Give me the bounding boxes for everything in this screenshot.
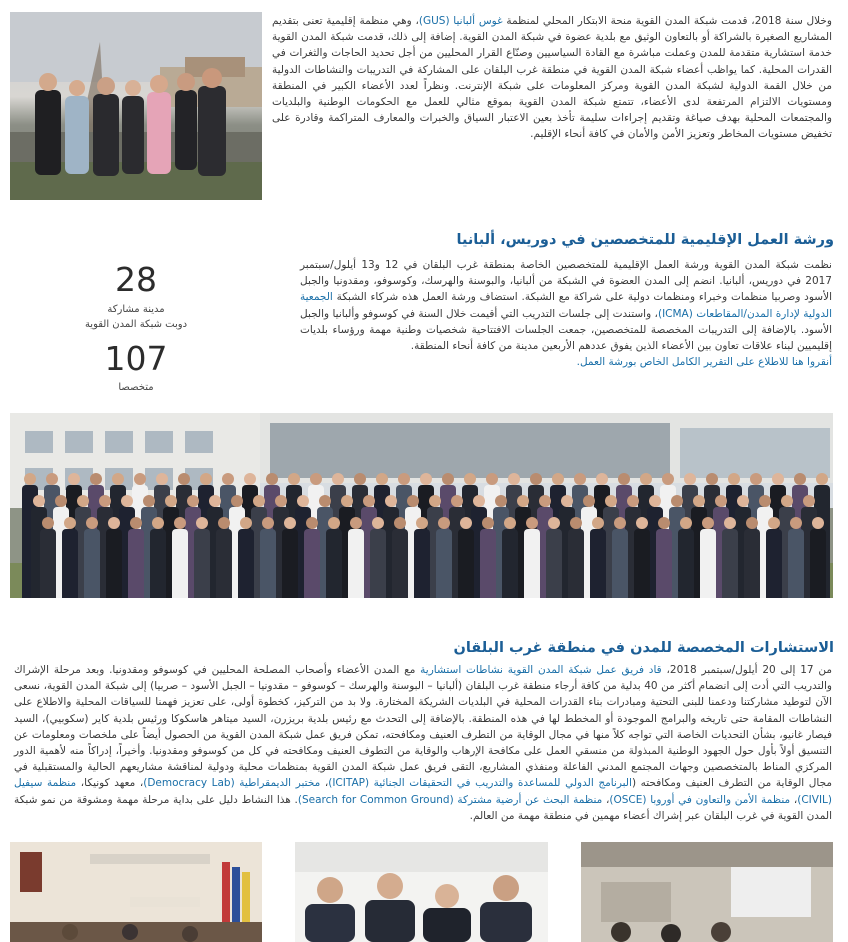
section2-text-b: ، واستندت إلى جلسات التدريب التي أقيمت خلال السنة في كوسوفو وألبانيا والجبل الأسود. بالإضافة إلى التدريبات المخصصة للمتخصصين، جمعت الجلسات الافتتاحية شخصيات وطنية مهمة ورؤساء بلديات إقليميين لبناء علاقات تعاون بين الأعضاء الذين يفوق عددهم الأربعين مدينة من كافة أنحاء المنطقة. <box>300 307 832 353</box>
consultations-link[interactable]: قاد فريق عمل شبكة المدن القوية نشاطات استشارية <box>420 664 662 676</box>
section3-text-2: مع المدن الأعضاء وأصحاب المصلحة المحليين في كوسوفو ومقدونيا. وبعد مرحلة الإشراك والتدريب التي أدت إلى انضمام أكثر من 40 بدلية من كافة أرجاء منطقة غرب البلقان (ألبانيا – البوسنة والهرسك – كوسوفو – مقدونيا – الجبل الأسود – صربيا) إلى شبكة المدن القوية، نسعى الآن لتوطيد مشاركتنا ودعمنا للبنى التحتية ومبادرات بناء القدرات المحلية في البلديات الشريكة المختارة. ولا بد من التركيز، كخطوة أولى، على تعزيز فهمنا للسياقات المحلية والاطلاع على النشاطات المقامة حتى تاريخه والبرامج الموجودة أو المخطط لها في هذه المنطقة. بالإضافة إلى التحدث مع رئيس بلدية بريزرن، السيد ميتاهر هاسكوكا ورئيس بلدية كاير (سكوبيي)، السيد فيصار غانيو، بشأن التحديات الخاصة التي تواجه كلاً منها في مجال الوقاية من التطرف العنيف ومكافحته، تمكن فريق عمل شبكة المدن القوية من الحصول أيضاً على ملخصات ومعلومات عن التنسيق أولاً بأول حول الجهود الوطنية المبذولة من منسقي العمل على مكافحة الإرهاب والوقاية من التطوف العنيف ومكافحته في كل من كوسوفو ومقدونيا. وأخيراً، إدراكاً منه لأهمية الدور المركزي المناط بالمتخصصين وجهات المجتمع المدني الفاعلة ومنفذي المشاريع، التقى فريق عمل شبكة المدن القوية بمنظمات محلية ودولية لمناقشة مشاريعهم الحالية والمستقبلية في مجال الوقاية من التطرف العنيف ومكافحته ( <box>14 664 833 790</box>
section2-text-a: نظمت شبكة المدن القوية ورشة العمل الإقليمية للمتخصصين الخاصة بمنطقة غرب البلقان في 12 و13 أيلول/سبتمبر 2017 في دوريس، ألبانيا. انضم إلى المدن العضوة في الشبكة من ألبانيا، والبوسنة والهرسك، وكوسوفو، ومقدونيا والجبل الأسود وصربيا منظمات وخبراء ومنظمات دولية على شراكة مع الشبكة. استضاف ورشة العمل هذه شركاء الشبكة <box>300 259 832 304</box>
stat-cities-sublabel: دوبت شبكة المدن القوية <box>84 319 188 330</box>
section3-text-1: من 17 إلى 20 أيلول/سبتمبر 2018، <box>661 664 833 676</box>
workshop-report-link[interactable]: أنقروا هنا للاطلاع على التقرير الكامل الخاص بورشة العمل. <box>576 356 832 369</box>
conference-illustration <box>581 842 833 942</box>
team-portrait-illustration <box>295 842 548 942</box>
icitap-link[interactable]: البرنامج الدولي للمساعدة والتدريب في التحقيقات الجنائية (ICITAP) <box>328 777 632 790</box>
outdoor-scene-illustration <box>10 12 262 200</box>
team-portrait-photo <box>295 842 548 942</box>
durres-workshop-heading: ورشة العمل الإقليمية للمتخصصين في دوريس، ألبانيا <box>456 232 834 248</box>
meeting-room-photo <box>10 842 262 942</box>
section3-text-6: ، <box>602 793 610 806</box>
gus-albania-link[interactable]: غوس ألبانيا (GUS) <box>418 15 503 27</box>
stat-cities-number: 28 <box>115 260 157 299</box>
workshop-scene-illustration <box>10 413 833 598</box>
conference-photo <box>581 842 833 942</box>
section2-paragraph <box>300 257 832 370</box>
section3-text-3: ، <box>320 777 329 790</box>
group-photo-outdoor <box>10 12 262 200</box>
icma-link[interactable]: الجمعية الدولية لإدارة المدن/المقاطعات (ICMA) <box>300 291 832 320</box>
section1-text-a: وخلال سنة 2018، قدمت شبكة المدن القوية منحة الابتكار المحلي لمنظمة <box>502 15 832 27</box>
section3-text-4: ، معهد كونيكا، <box>76 777 144 790</box>
section1-paragraph <box>272 13 832 143</box>
section3-text-5: ، <box>790 793 798 806</box>
stat-practitioners-number: 107 <box>104 339 168 378</box>
meeting-room-illustration <box>10 842 262 942</box>
osce-link[interactable]: منظمة الأمن والتعاون في أوروبا (OSCE) <box>609 793 791 806</box>
section3-text-7: . هذا النشاط دليل على بداية مرحلة مهمة ومشوقة من نمو شبكة المدن القوية في غرب البلقان عبر إشراك أعضاء مهمين في منطقة مهمة من العالم. <box>14 793 832 822</box>
democracy-lab-link[interactable]: مختبر الديمقراطية (Democracy Lab) <box>143 777 321 790</box>
section3-paragraph <box>14 662 832 824</box>
stat-practitioners-label: متخصصا <box>118 382 154 393</box>
section1-text-b: ، وهي منظمة إقليمية تعنى بتقديم المشاريع الصغيرة بالشراكة أو بالتعاون الوثيق مع بلدية عضوة في شبكة المدن القوية. إضافة إلى ذلك، قدمت شبكة المدن القوية خدمة استشارية متقدمة للمدن وعملت مباشرة مع القادة السياسيين وصنّاع القرار المحليين من أجل تحديد الحاجات والثغرات في القدرات المحلية. كما يواظب أعضاء شبكة المدن القوية في منطقة غرب البلقان على المشاركة في التدريبات والنشاطات الدولية من خلال القمة الدولية لشبكة المدن القوية ومركز المعلومات على شبكة الإنترنت. ونظراً لعدد الأعضاء الكبير في المنطقة ومستويات الالتزام المرتفعة لدى الأعضاء، تتمتع شبكة المدن القوية بموقع مثالي للعمل مع الحكومات الوطنية والبلديات والمجتمعات المحلية بهدف صياغة وتقديم إجراءات سليمة تأخذ بعين الاعتبار السياق والخبرات والمعارف المتراكمة وقادرة على تخفيض مستويات المخاطر وتعزيز الأمن والأمان في كافة أنحاء الإقليم. <box>272 15 832 141</box>
sfcg-link[interactable]: منظمة البحث عن أرضية مشتركة (Search for Common Ground) <box>297 793 603 806</box>
stat-cities-label: مدينة مشاركة <box>107 304 165 315</box>
civil-link[interactable]: منظمة سيفيل (CIVIL) <box>14 777 833 806</box>
workshop-group-photo <box>10 413 833 598</box>
city-consultations-heading: الاستشارات المخصصة للمدن في منطقة غرب البلقان <box>453 640 834 656</box>
